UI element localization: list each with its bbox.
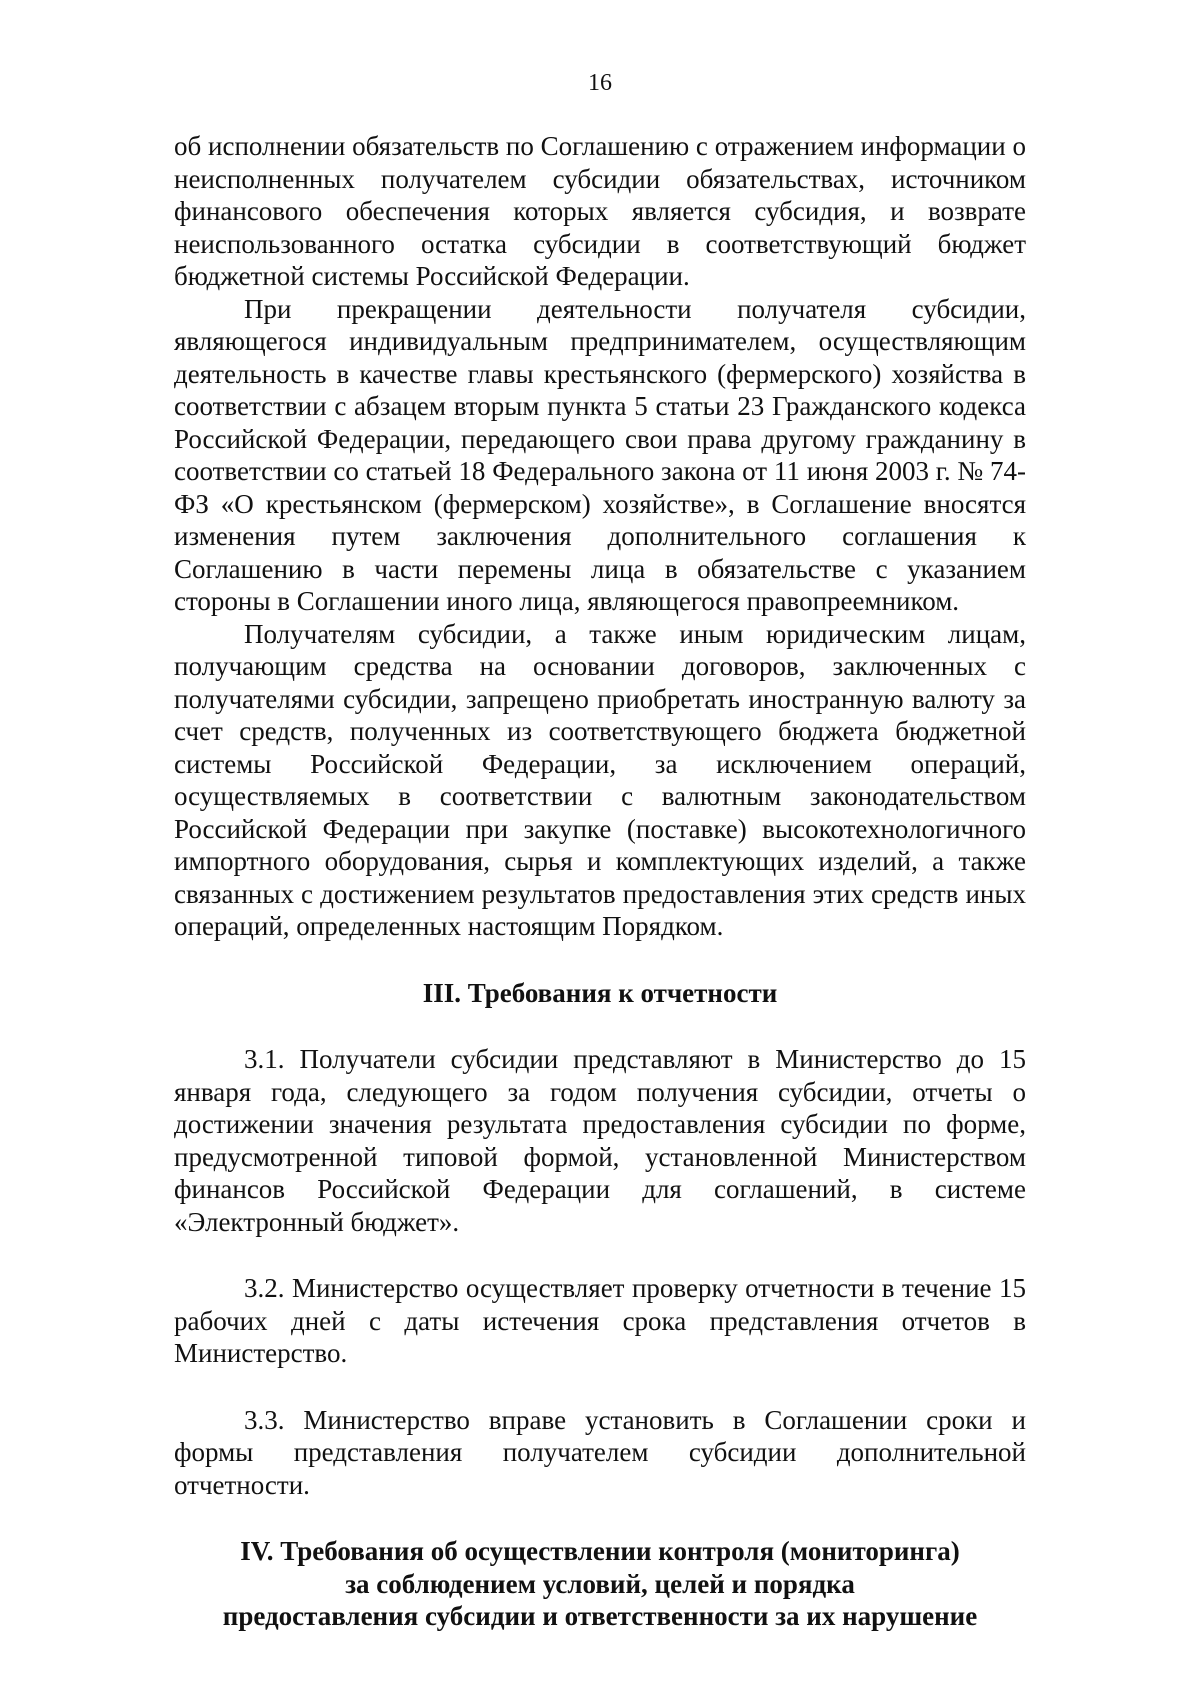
paragraph-termination: При прекращении деятельности получателя субсидии, являющегося индивидуальным предпринимателем, осуществляющим деятельность в качестве главы крестьянского (фермерского) хозяйства в соответствии с абзацем вторым пункта 5 статьи 23 Гражданского кодекса Российской Федерации, передающего свои права другому гражданину в соответствии со статьей 18 Федерального закона от 11 июня 2003 г. № 74-ФЗ «О крестьянском (фермерском) хозяйстве», в Соглашение вносятся изменения путем заключения дополнительного соглашения к Соглашению в части перемены лица в обязательстве с указанием стороны в Соглашении иного лица, являющегося правопреемником. — [174, 293, 1026, 616]
page-number: 16 — [588, 70, 612, 96]
section-4-heading-line-3: предоставления субсидии и ответственности за их нарушение — [222, 1601, 978, 1631]
section-4-heading-line-1: IV. Требования об осуществлении контроля (мониторинга) — [240, 1536, 960, 1566]
item-3-3: 3.3. Министерство вправе установить в Соглашении сроки и формы представления получателем субсидии дополнительной отчетности. — [174, 1404, 1026, 1500]
section-4-heading — [174, 1535, 1026, 1633]
item-3-2: 3.2. Министерство осуществляет проверку отчетности в течение 15 рабочих дней с даты истечения срока представления отчетов в Министерство. — [174, 1273, 1026, 1368]
item-3-1: 3.1. Получатели субсидии представляют в Министерство до 15 января года, следующего за годом получения субсидии, отчеты о достижении значения результата предоставления субсидии по форме, предусмотренной типовой формой, установленной Министерством финансов Российской Федерации для соглашений, в системе «Электронный бюджет». — [174, 1044, 1026, 1237]
paragraph-obligations: об исполнении обязательств по Соглашению с отражением информации о неисполненных получателем субсидии обязательствах, источником финансового обеспечения которых является субсидия, и возврате неиспользованного остатка субсидии в соответствующий бюджет бюджетной системы Российской Федерации. — [174, 131, 1026, 291]
section-4-heading-line-2: за соблюдением условий, целей и порядка — [345, 1568, 855, 1599]
section-3-heading: III. Требования к отчетности — [422, 977, 778, 1008]
document-body — [174, 130, 1026, 1633]
paragraph-currency: Получателям субсидии, а также иным юридическим лицам, получающим средства на основании договоров, заключенных с получателями субсидии, запрещено приобретать иностранную валюту за счет средств, полученных из соответствующего бюджета бюджетной системы Российской Федерации, за исключением операций, осуществляемых в соответствии с валютным законодательством Российской Федерации при закупке (поставке) высокотехнологичного импортного оборудования, сырья и комплектующих изделий, а также связанных с достижением результатов предоставления этих средств иных операций, определенных настоящим Порядком. — [174, 618, 1026, 941]
